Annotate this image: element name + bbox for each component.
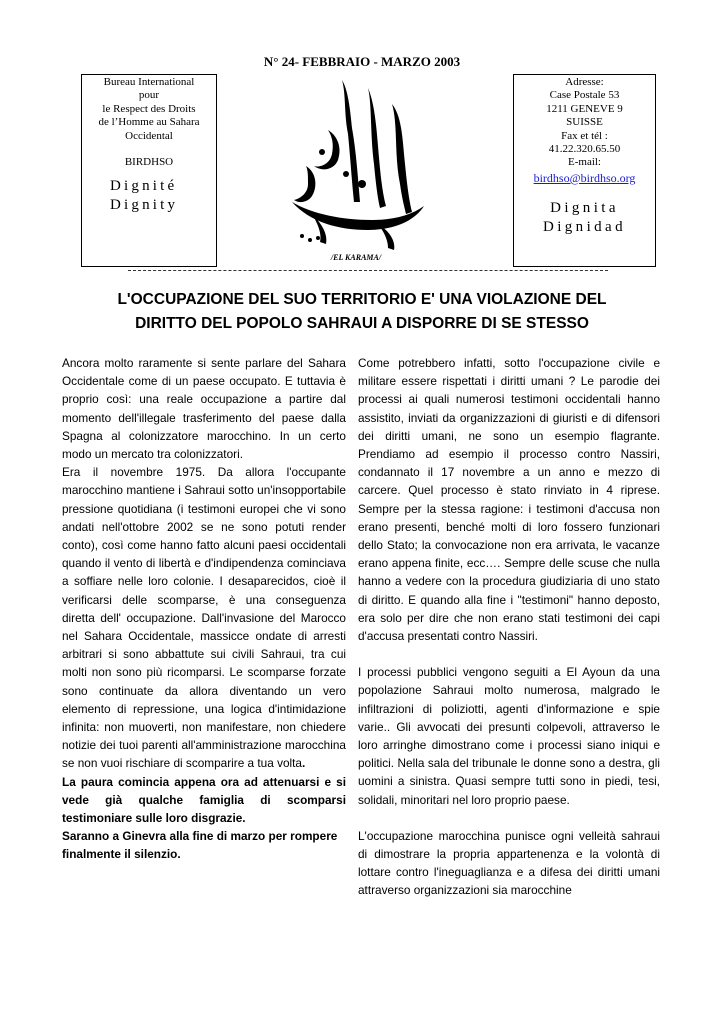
org-line: le Respect des Droits [102,102,196,115]
dignity-word-it: Dignita [550,200,619,217]
article-headline [62,288,662,336]
contact-line: Fax et tél : [561,129,608,142]
contact-line: 1211 GENEVE 9 [546,102,623,115]
headline-line-2: DIRITTO DEL POPOLO SAHRAUI A DISPORRE DI SE STESSO [135,315,589,332]
article-column-left [62,354,346,864]
contact-box [513,74,656,267]
dignity-word-fr: Dignité [110,178,178,195]
contact-line: Case Postale 53 [549,89,620,102]
dignity-word-en: Dignity [110,197,179,214]
org-line: de l’Homme au Sahara [98,116,200,129]
org-acronym: BIRDHSO [124,156,174,169]
org-line: Occidental [125,129,173,142]
contact-line: 41.22.320.65.50 [548,143,621,156]
contact-line: E-mail: [568,156,601,169]
paragraph: Come potrebbero infatti, sotto l'occupazione civile e militare essere rispettati i diritti umani ? Le parodie dei processi ai quali numerosi testimoni occidentali hanno assistito, inviati da organizzazioni di giuristi e di difensori dei diritti umani, ne sono un esempio flagrante. Prendiamo ad esempio il processo contro Nassiri, condannato il 17 novembre a un anno e mezzo di carcere. Quel processo è stato rinviato in 4 riprese. Sempre per la stessa ragione: i testimoni d'accusa non erano presenti, benché molti di loro fossero funzionari dello Stato; la convocazione non era arrivata, le vacanze erano appena finite, ecc…. Sempre delle scuse che nulla hanno a vedere con la procedura giudiziaria di uno stato di diritto. E quando alla fine i "testimoni" hanno deposto, era solo per dire che non erano stati testimoni dei capi d'accusa presentati contro Nassiri. [358,356,660,644]
issue-line: N° 24- FEBBRAIO - MARZO 2003 [263,54,461,69]
bold-text: La paura comincia appena ora ad attenuarsi e si vede già qualche famiglia di scomparsi testimoniare sulle loro disgrazie. [62,774,346,826]
email-link[interactable]: birdhso@birdhso.org [533,170,636,185]
organization-box [81,74,217,267]
bold-paragraph [62,827,346,863]
paragraph-end: . [302,756,306,771]
contact-line: Adresse: [565,76,604,88]
dignity-word-es: Dignidad [542,219,627,236]
paragraph: L'occupazione marocchina punisce ogni velleità sahraui di dimostrare la propria appartenenza e la volontà di lottare contro l'ineguaglianza e a difesa dei diritti umani attraverso organizzazioni sia marocchine [358,828,660,898]
headline-line-1: L'OCCUPAZIONE DEL SUO TERRITORIO E' UNA VIOLAZIONE DEL [117,291,607,308]
contact-line: SUISSE [566,116,603,129]
bold-paragraph [62,773,346,828]
bold-text: Saranno a Ginevra alla fine di marzo per rompere finalmente il silenzio. [62,829,338,862]
paragraph: I processi pubblici vengono seguiti a El Ayoun da una popolazione Sahraui molto numerosa, malgrado le infiltrazioni di poliziotti, agenti d'informazione e spie varie.. Gli avvocati dei presunti colpevoli, attraverso le loro arringhe dimostrano come i processi siano iniqui e politici. Nella sala del tribunale le donne sono a destra, gli uomini a sinistra. Quasi sempre tutti sono in piedi, tesi, solidali, minoritari nel loro proprio paese. [358,665,660,807]
el-karama-calligraphy-logo [282,74,430,264]
paragraph-text: Era il novembre 1975. Da allora l'occupante marocchino mantiene i Sahraui sotto un'insopportabile pressione quotidiana (i testimoni europei che vi sono andati nell'ottobre 2002 se ne sono potuti render conto), così come hanno fatto alcuni paesi occidentali quando il vento di libertà e d'indipendenza cominciava a soffiare nelle loro colonie. I desaparecidos, cioè il verificarsi delle scomparse, è una conseguenza diretta dell' occupazione. Dall'invasione del Marocco nel Sahara Occidentale, massicce ondate di arresti arbitrari si sono abbattute sui civili Sahraui, tra cui molti non sono più ricomparsi. Le scomparse forzate sono continuate da allora diventando un vero elemento di repressione, una logica d'intimidazione infinita: non muoverti, non manifestare, non chiedere notizie dei tuoi parenti all'amministrazione marocchina se non vuoi rischiare di scomparire a tua volta [62,465,346,771]
org-line: pour [138,89,160,102]
logo-caption: /EL KARAMA/ [330,253,382,262]
paragraph: Ancora molto raramente si sente parlare del Sahara Occidentale come di un paese occupato. E tuttavia è proprio così: una reale occupazione a partire dal momento dell'illegale trasferimento del paese dalla Spagna al colonizzatore marocchino. In un certo modo un mercato tra colonizzatori. [62,356,346,462]
paragraph [62,463,346,772]
dashed-divider [128,270,608,281]
org-line: Bureau International [103,76,195,88]
article-column-right [358,354,660,900]
